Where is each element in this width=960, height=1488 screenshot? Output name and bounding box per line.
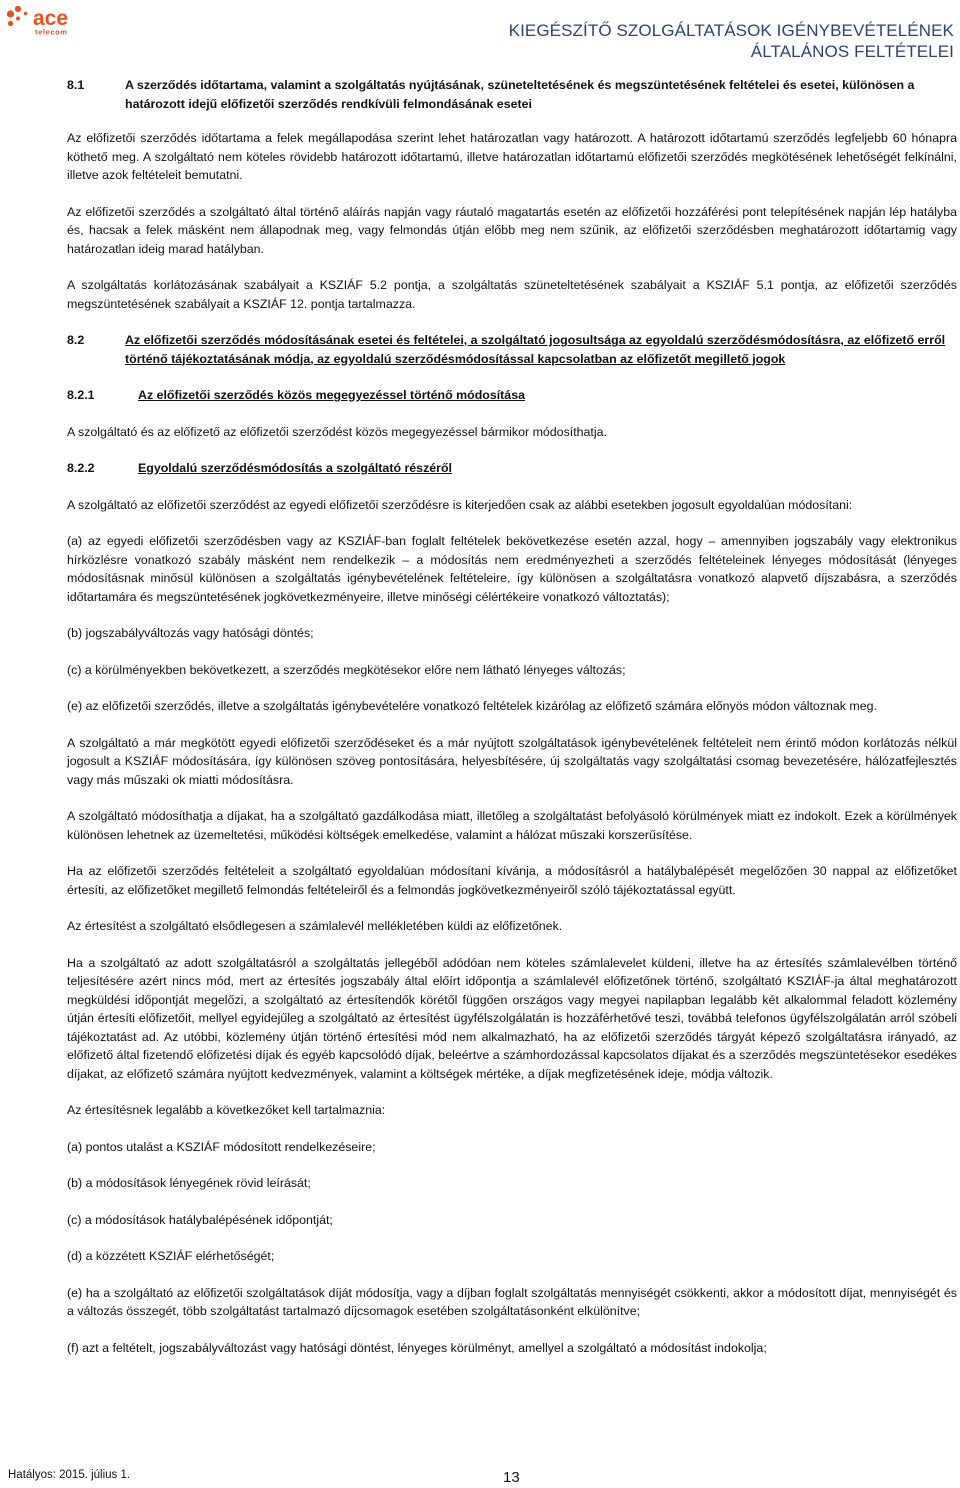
paragraph: A szolgáltató és az előfizető az előfizetői szerződést közös megegyezéssel bármikor módosíthatja. [67, 424, 607, 439]
paragraph: Ha a szolgáltató az adott szolgáltatásról a szolgáltatás jellegéből adódóan nem köteles számlalevelet küldeni, illetve ha az értesítés számlalevélben történő teljesítésére azért nincs mód, mert az értesítés jogszabály által előírt időpontja a számlalevél előfizetőnek történő, szolgáltató KSZIÁF-ja által meghatározott megküldési időpontját megelőzi, a szolgáltató az értesítendők körétől függően országos vagy megyei napilapban legalább két alkalommal feladott közlemény útján értesíti előfizetőit, mellyel egyidejűleg a szolgáltató az értesítést ügyfélszolgálatán is hozzáférhetővé teszi, továbbá telefonos ügyfélszolgálatán arról szóbeli tájékoztatást ad. Az utóbbi, közlemény útján történő értesítési mód nem alkalmazható, ha az előfizetői szerződés tárgyát képező szolgáltatásra irányadó, az előfizető által fizetendő előfizetési díjak és egyéb kapcsolódó díjak, beleértve a számhordozással kapcsolatos díjakat és a szerződés megszüntetésekor esedékes díjakat, az előfizető számára nyújtott kedvezmények, valamint a költségek mértéke, a díjak megfizetésének ideje, módja változik. [67, 955, 957, 1081]
effective-date: Hatályos: 2015. július 1. [8, 1469, 131, 1481]
ace-telecom-logo [6, 4, 76, 36]
list-item: (d) a közzétett KSZIÁF elérhetőségét; [67, 1249, 275, 1263]
list-item: (a) pontos utalást a KSZIÁF módosított rendelkezéseire; [67, 1139, 376, 1154]
paragraph: A szolgáltató módosíthatja a díjakat, ha a szolgáltató gazdálkodása miatt, illetőleg a szolgáltatást befolyásoló körülmények miatt ez indokolt. Ezek a körülmények különösen lehetnek az üzemeltetési, működési költségek emelkedése, valamint a hálózat műszaki korszerűsítése. [67, 809, 957, 842]
document-header-title [509, 20, 954, 62]
list-item: (e) ha a szolgáltató az előfizetői szolgáltatások díját módosítja, vagy a díjban foglalt szolgáltatás mennyiségét csökkenti, akkor a módosított díjat, mennyiségét és a változás összegét, több szolgáltatást tartalmazó díjcsomagok esetében szolgáltatásonként elkülönítve; [67, 1285, 957, 1318]
document-body [67, 76, 957, 1357]
paragraph: Az értesítésnek legalább a következőket kell tartalmaznia: [67, 1103, 386, 1117]
paragraph: Az előfizetői szerződés a szolgáltató által történő aláírás napján vagy ráutaló magatartás esetén az előfizetői hozzáférési pont telepítésének napján lép hatályba és, hacsak a felek másként nem állapodnak meg, vagy felmondás útján előbb meg nem szűnik, az előfizetői szerződésben meghatározott időtartamig vagy határozatlan ideig marad hatályban. [67, 204, 957, 256]
section-8-2-1-heading [67, 386, 957, 405]
section-8-2-heading [67, 331, 957, 368]
section-number: 8.2.2 [67, 461, 95, 475]
section-number: 8.2 [67, 333, 85, 347]
section-title: Az előfizetői szerződés közös megegyezéssel történő módosítása [138, 388, 525, 402]
paragraph: Ha az előfizetői szerződés feltételeit a szolgáltató egyoldalúan módosítani kívánja, a módosításról a hatálybalépését megelőzően 30 nappal az előfizetőket értesíti, az előfizetőket megillető felmondás feltételeiről és a felmondás jogkövetkezményeiről szóló tájékoztatással együtt. [67, 864, 957, 897]
section-title: Az előfizetői szerződés módosításának esetei és feltételei, a szolgáltató jogosultsága az egyoldalú szerződésmódosításra, az előfizető erről történő tájékoztatásának módja, az egyoldalú szerződésmódosítással kapcsolatban az előfizetőt megillető jogok [125, 333, 946, 366]
svg-text:telecom: telecom [35, 27, 68, 36]
list-item: (e) az előfizetői szerződés, illetve a szolgáltatás igénybevételére vonatkozó feltételek kizárólag az előfizető számára előnyös módon változnak meg. [67, 699, 877, 713]
section-number: 8.2.1 [67, 388, 95, 402]
list-item: (c) a körülményekben bekövetkezett, a szerződés megkötésekor előre nem látható lényeges változás; [67, 662, 626, 677]
list-item: (b) jogszabályváltozás vagy hatósági döntés; [67, 626, 314, 640]
list-item: (f) azt a feltételt, jogszabályváltozást vagy hatósági döntést, lényeges körülményt, amellyel a szolgáltató a módosítást indokolja; [67, 1340, 767, 1355]
paragraph: Az értesítést a szolgáltató elsődlegesen a számlalevél mellékletében küldi az előfizetőnek. [67, 919, 563, 933]
paragraph: A szolgáltatás korlátozásának szabályait a KSZIÁF 5.2 pontja, a szolgáltatás szüneteltetésének szabályait a KSZIÁF 5.1 pontja, az előfizetői szerződés megszüntetésének szabályait a KSZIÁF 12. pontja tartalmazza. [67, 278, 957, 311]
svg-text:ace: ace [33, 7, 69, 30]
paragraph: A szolgáltató a már megkötött egyedi előfizetői szerződéseket és a már nyújtott szolgáltatások igénybevételének feltételeit nem érintő módon korlátozás nélkül jogosult a KSZIÁF módosítására, így különösen szöveg pontosítására, helyesbítésére, új szolgáltatás vagy szolgáltatási csomag bevezetésére, hálózatfejlesztés vagy más műszaki ok miatti módosításra. [67, 735, 957, 787]
header-title-line-1: KIEGÉSZÍTŐ SZOLGÁLTATÁSOK IGÉNYBEVÉTELÉNEK [508, 21, 954, 40]
paragraph: Az előfizetői szerződés időtartama a felek megállapodása szerint lehet határozatlan vagy határozott. A határozott időtartamú szerződés legfeljebb 60 hónapra köthető meg. A szolgáltató nem köteles rövidebb határozott időtartamú, illetve határozatlan időtartamú előfizetői szerződés megkötésének lehetőségét felkínálni, illetve azok feltételeit bemutatni. [67, 131, 957, 182]
list-item: (c) a módosítások hatálybalépésének időpontját; [67, 1212, 333, 1227]
header-title-line-2: ÁLTALÁNOS FELTÉTELEI [750, 42, 954, 61]
section-title: A szerződés időtartama, valamint a szolgáltatás nyújtásának, szüneteltetésének és megszüntetésének feltételei és esetei, különösen a határozott idejű előfizetői szerződés rendkívüli felmondásának esetei [125, 78, 915, 111]
section-8-2-2-heading [67, 459, 957, 478]
list-item: (b) a módosítások lényegének rövid leírását; [67, 1176, 311, 1190]
paragraph: A szolgáltató az előfizetői szerződést az egyedi előfizetői szerződésre is kiterjedően csak az alábbi esetekben jogosult egyoldalúan módosítani: [67, 497, 853, 512]
section-title: Egyoldalú szerződésmódosítás a szolgáltató részéről [138, 461, 452, 475]
page-number: 13 [503, 1469, 520, 1486]
section-number: 8.1 [67, 78, 85, 92]
list-item: (a) az egyedi előfizetői szerződésben vagy az KSZIÁF-ban foglalt feltételek bekövetkezése esetén azzal, hogy – amennyiben jogszabály vagy elektronikus hírközlésre vonatkozó szabály másként nem rendelkezik – a módosítás nem eredményezheti a szerződés feltételeinek lényeges módosítását (lényeges módosításnak minősül különösen a szolgáltatás igénybevételének feltételeire, így különösen a szolgáltatásra vonatkozó alapvető díjszabásra, a szerződés időtartamára és megszüntetésének jogkövetkezményeire, illetve minőségi célértékeire vonatkozó változtatás); [67, 534, 957, 604]
section-8-1-heading [67, 76, 957, 113]
